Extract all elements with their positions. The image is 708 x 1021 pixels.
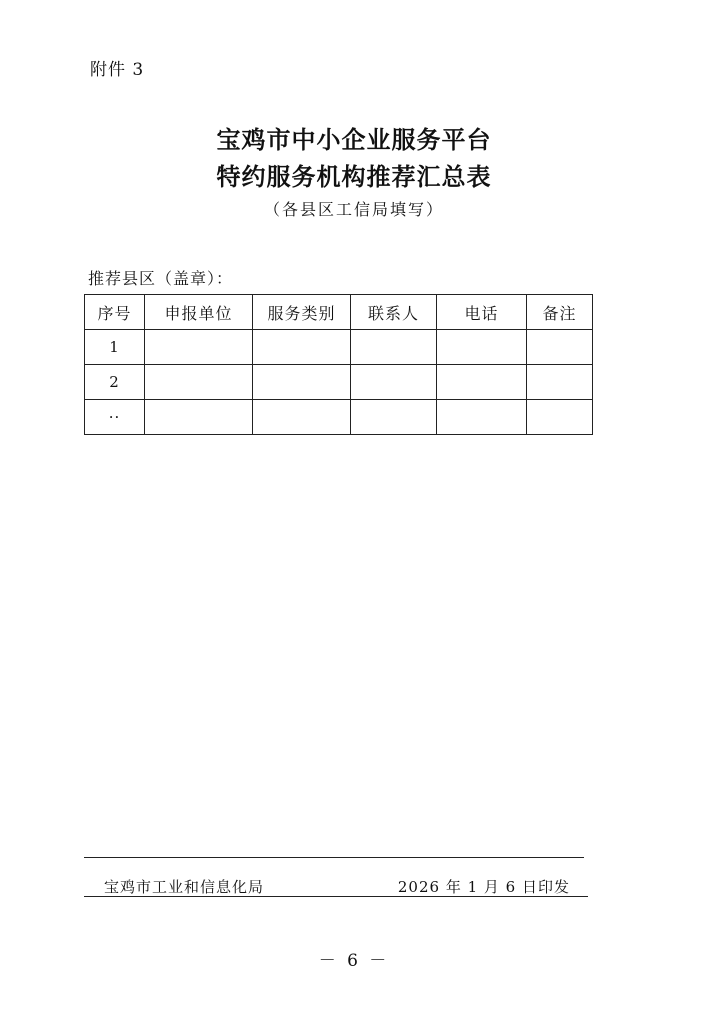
footer-rule-top [84,857,584,858]
county-stamp-label: 推荐县区（盖章）： [88,269,234,288]
table-cell-contact-person [351,330,437,365]
annex-label: 附件 3 [90,60,145,80]
table-cell-seq: ·· [85,400,145,435]
document-title-line1: 宝鸡市中小企业服务平台 [216,125,492,154]
table-cell-service-category [253,330,351,365]
page-number: － 6 － [318,951,390,971]
footer-issue-date: 2026 年 1 月 6 日印发 [397,878,570,896]
header-service-category: 服务类别 [253,295,351,330]
table-cell-seq: 2 [85,365,145,400]
table-row [85,400,593,435]
table-row [85,365,593,400]
table-cell-remarks [527,365,593,400]
table-row [85,330,593,365]
document-title-line2: 特约服务机构推荐汇总表 [216,162,492,191]
table-cell-remarks [527,400,593,435]
recommendation-summary-table [84,294,593,435]
table-cell-phone [437,330,527,365]
header-phone: 电话 [437,295,527,330]
header-remarks: 备注 [527,295,593,330]
table-cell-service-category [253,400,351,435]
document-subtitle: （各县区工信局填写） [263,200,444,219]
table-cell-contact-person [351,365,437,400]
table-cell-applicant-unit [145,330,253,365]
table-header-row [85,295,593,330]
header-contact-person: 联系人 [351,295,437,330]
table-cell-contact-person [351,400,437,435]
header-applicant-unit: 申报单位 [145,295,253,330]
table-cell-applicant-unit [145,400,253,435]
table-cell-service-category [253,365,351,400]
table-cell-remarks [527,330,593,365]
table-cell-seq: 1 [85,330,145,365]
footer-rule-bottom [84,896,588,897]
footer-issuing-org: 宝鸡市工业和信息化局 [104,878,265,896]
table-cell-phone [437,365,527,400]
header-seq: 序号 [85,295,145,330]
table-cell-phone [437,400,527,435]
table-cell-applicant-unit [145,365,253,400]
